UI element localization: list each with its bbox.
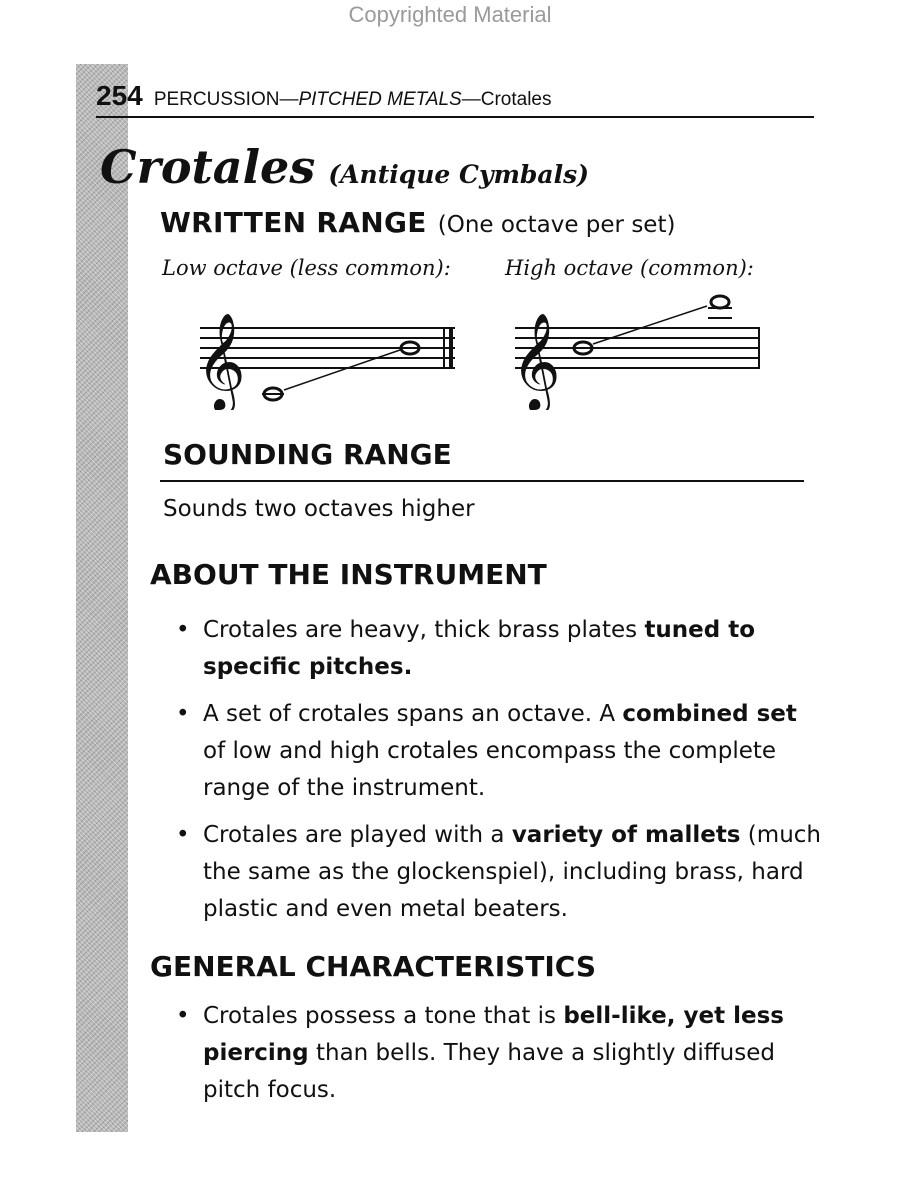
running-head-subsection: PITCHED METALS [298, 89, 462, 110]
bullet-text: (much the same as the glockenspiel), including brass, hard plastic and even metal beaters. [203, 822, 821, 922]
bullet-icon: • [176, 617, 190, 643]
bullet-emphasis: combined set [622, 701, 797, 727]
low-octave-staff [180, 290, 460, 410]
running-head-section: PERCUSSION— [153, 89, 299, 110]
general-heading: GENERAL CHARACTERISTICS [150, 950, 597, 983]
page-title [100, 140, 589, 194]
bullet-icon: • [176, 822, 190, 848]
treble-clef-icon: 𝄞 [511, 312, 561, 410]
bullet-emphasis: bell-like, yet less piercing [203, 1003, 784, 1066]
low-octave-label: Low octave (less common): [162, 256, 451, 280]
bullet-item [176, 696, 826, 807]
bullet-emphasis: tuned to specific pitches. [203, 617, 756, 680]
note-top-c [711, 296, 729, 308]
sounding-range-heading: SOUNDING RANGE [163, 438, 452, 471]
bullet-text: Crotales are played with a [203, 822, 512, 848]
bullet-text: Crotales possess a tone that is [203, 1003, 564, 1029]
bullet-icon: • [176, 701, 190, 727]
bullet-item [176, 998, 826, 1109]
sounding-range-text: Sounds two octaves higher [163, 496, 475, 522]
high-octave-staff [495, 290, 765, 410]
treble-clef-icon: 𝄞 [196, 312, 246, 410]
written-range-heading [160, 206, 675, 239]
bullet-text: than bells. They have a slightly diffused pitch focus. [203, 1040, 775, 1103]
bullet-icon: • [176, 1003, 190, 1029]
page-number: 254 [96, 80, 143, 111]
bullet-text: Crotales are heavy, thick brass plates [203, 617, 645, 643]
high-octave-label: High octave (common): [505, 256, 754, 280]
running-head [96, 80, 814, 118]
title-main: Crotales [100, 140, 316, 194]
about-heading: ABOUT THE INSTRUMENT [150, 558, 547, 591]
bullet-item [176, 612, 826, 686]
written-range-title: WRITTEN RANGE [160, 206, 427, 239]
bullet-item [176, 817, 826, 928]
title-subtitle: (Antique Cymbals) [328, 160, 589, 189]
sounding-range-rule [160, 480, 804, 482]
side-thumb-strip [76, 64, 128, 1132]
bullet-emphasis: variety of mallets [511, 822, 741, 848]
written-range-note: (One octave per set) [437, 212, 676, 238]
about-bullet-list [176, 612, 826, 938]
copyright-watermark: Copyrighted Material [348, 2, 552, 27]
bullet-text: of low and high crotales encompass the complete range of the instrument. [203, 738, 777, 801]
bullet-text: A set of crotales spans an octave. A [203, 701, 623, 727]
general-bullet-list [176, 998, 826, 1119]
running-head-item: —Crotales [461, 89, 552, 110]
